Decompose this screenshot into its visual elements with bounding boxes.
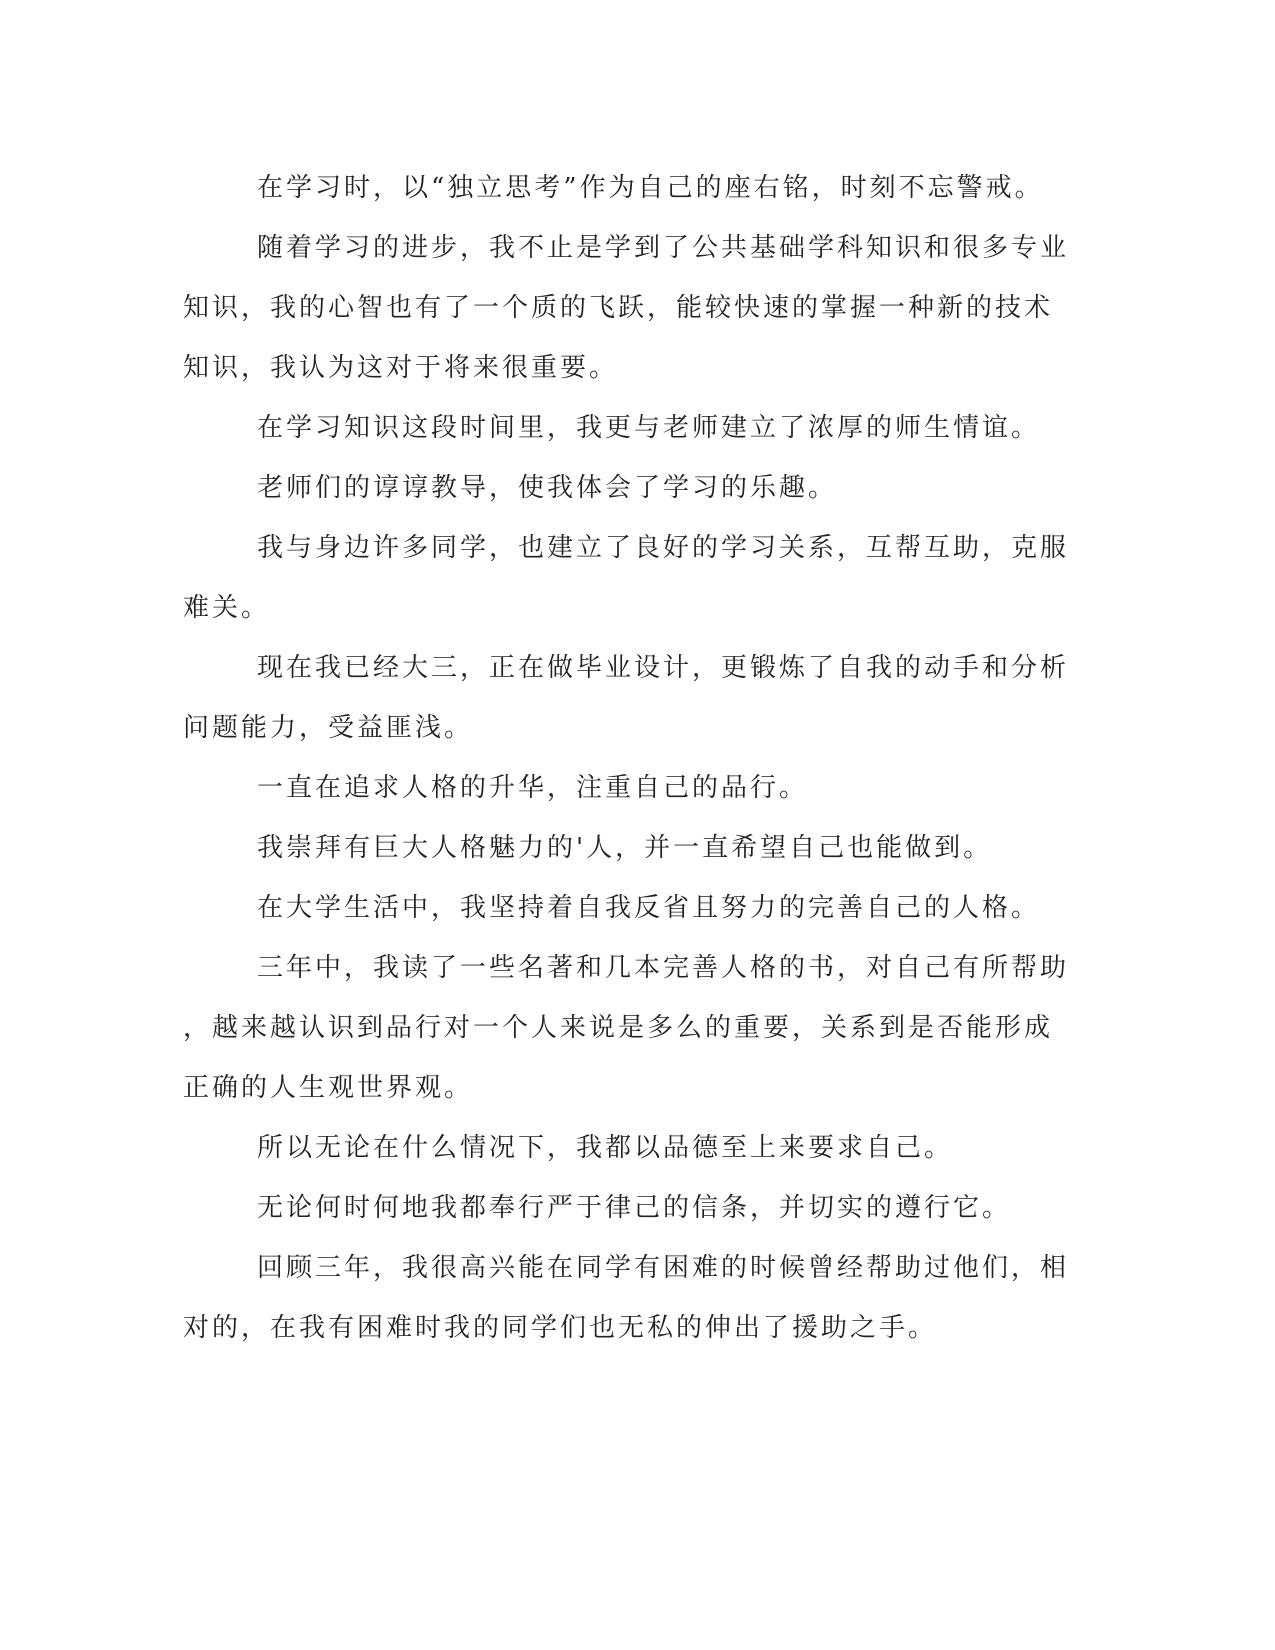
paragraph (183, 1178, 1043, 1238)
paragraph-line: 所以无论在什么情况下，我都以品德至上来要求自己。 (257, 1133, 954, 1163)
paragraph-line: 问题能力，受益匪浅。 (183, 713, 474, 743)
paragraph (183, 458, 1043, 518)
paragraph-line: 对的，在我有困难时我的同学们也无私的伸出了援助之手。 (183, 1313, 938, 1343)
paragraph-line: 知识，我认为这对于将来很重要。 (183, 353, 619, 383)
paragraph (183, 1238, 1070, 1358)
paragraph-line: 在学习时，以“独立思考”作为自己的座右铭，时刻不忘警戒。 (257, 173, 1044, 203)
paragraph (183, 638, 1070, 758)
paragraph-line: 知识，我的心智也有了一个质的飞跃，能较快速的掌握一种新的技术 (183, 293, 1054, 323)
paragraph (183, 818, 1043, 878)
paragraph (183, 758, 1043, 818)
paragraph-line: 难关。 (183, 593, 271, 623)
paragraph-line: 三年中，我读了一些名著和几本完善人格的书，对自己有所帮助 (257, 953, 1070, 983)
paragraph-line: 在大学生活中，我坚持着自我反省且努力的完善自己的人格。 (257, 893, 1041, 923)
paragraph (183, 1118, 1043, 1178)
paragraph (183, 878, 1043, 938)
paragraph-line: 正确的人生观世界观。 (183, 1073, 474, 1103)
paragraph (183, 398, 1043, 458)
paragraph-line: 现在我已经大三，正在做毕业设计，更锻炼了自我的动手和分析 (257, 653, 1070, 683)
paragraph-line: 在学习知识这段时间里，我更与老师建立了浓厚的师生情谊。 (257, 413, 1041, 443)
paragraph (183, 938, 1070, 1118)
paragraph-line: ，越来越认识到品行对一个人来说是多么的重要，关系到是否能形成 (183, 1013, 1054, 1043)
document-body (183, 158, 1070, 1358)
paragraph (183, 158, 1043, 218)
paragraph-line: 回顾三年，我很高兴能在同学有困难的时候曾经帮助过他们，相 (257, 1253, 1070, 1283)
paragraph-line: 一直在追求人格的升华，注重自己的品行。 (257, 773, 809, 803)
paragraph (183, 218, 1070, 398)
paragraph-line: 我崇拜有巨大人格魅力的'人，并一直希望自己也能做到。 (257, 833, 993, 863)
paragraph-line: 老师们的谆谆教导，使我体会了学习的乐趣。 (257, 473, 838, 503)
paragraph-line: 我与身边许多同学，也建立了良好的学习关系，互帮互助，克服 (257, 533, 1070, 563)
paragraph-line: 随着学习的进步，我不止是学到了公共基础学科知识和很多专业 (257, 233, 1070, 263)
paragraph (183, 518, 1070, 638)
paragraph-line: 无论何时何地我都奉行严于律己的信条，并切实的遵行它。 (257, 1193, 1012, 1223)
